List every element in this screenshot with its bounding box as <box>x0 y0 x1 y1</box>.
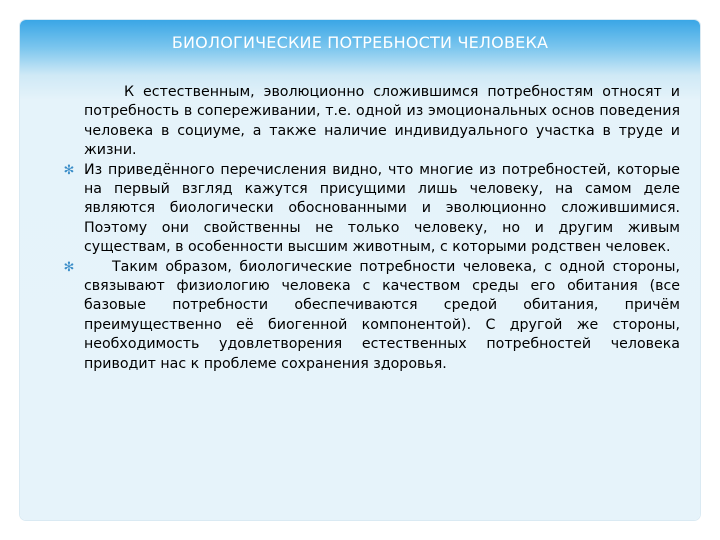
paragraph-1-text: К естественным, эволюционно сложившимся потребностям относят и потребность в сопереживании, т.е. одной из эмоциональных основ поведения человека в социуме, а также наличие индивидуального участка в труде и жизни. <box>84 84 680 159</box>
slide-title: БИОЛОГИЧЕСКИЕ ПОТРЕБНОСТИ ЧЕЛОВЕКА <box>171 33 549 52</box>
paragraph-1 <box>62 83 680 161</box>
content-card <box>20 20 700 520</box>
asterisk-bullet-icon: ✻ <box>63 162 75 178</box>
slide-body <box>62 83 680 374</box>
paragraph-3 <box>62 258 680 374</box>
paragraph-3-text: Таким образом, биологические потребности человека, с одной стороны, связывают физиологию человека с качеством среды его обитания (все базовые потребности обеспечиваются средой обитания, причём преимущественно её биогенной компонентой). С другой же стороны, необходимость удовлетворения естественных потребностей человека приводит нас к проблеме сохранения здоровья. <box>84 258 680 372</box>
paragraph-2 <box>62 161 680 258</box>
asterisk-bullet-icon: ✻ <box>63 259 75 275</box>
paragraph-2-text: Из приведённого перечисления видно, что многие из потребностей, которые на первый взгляд кажутся присущими лишь человеку, на самом деле являются биологически обоснованными и эволюционно сложившимися. Поэтому они свойственны не только человеку, но и другим живым существам, в особенности высшим животным, с которыми родствен человек. <box>84 161 680 256</box>
